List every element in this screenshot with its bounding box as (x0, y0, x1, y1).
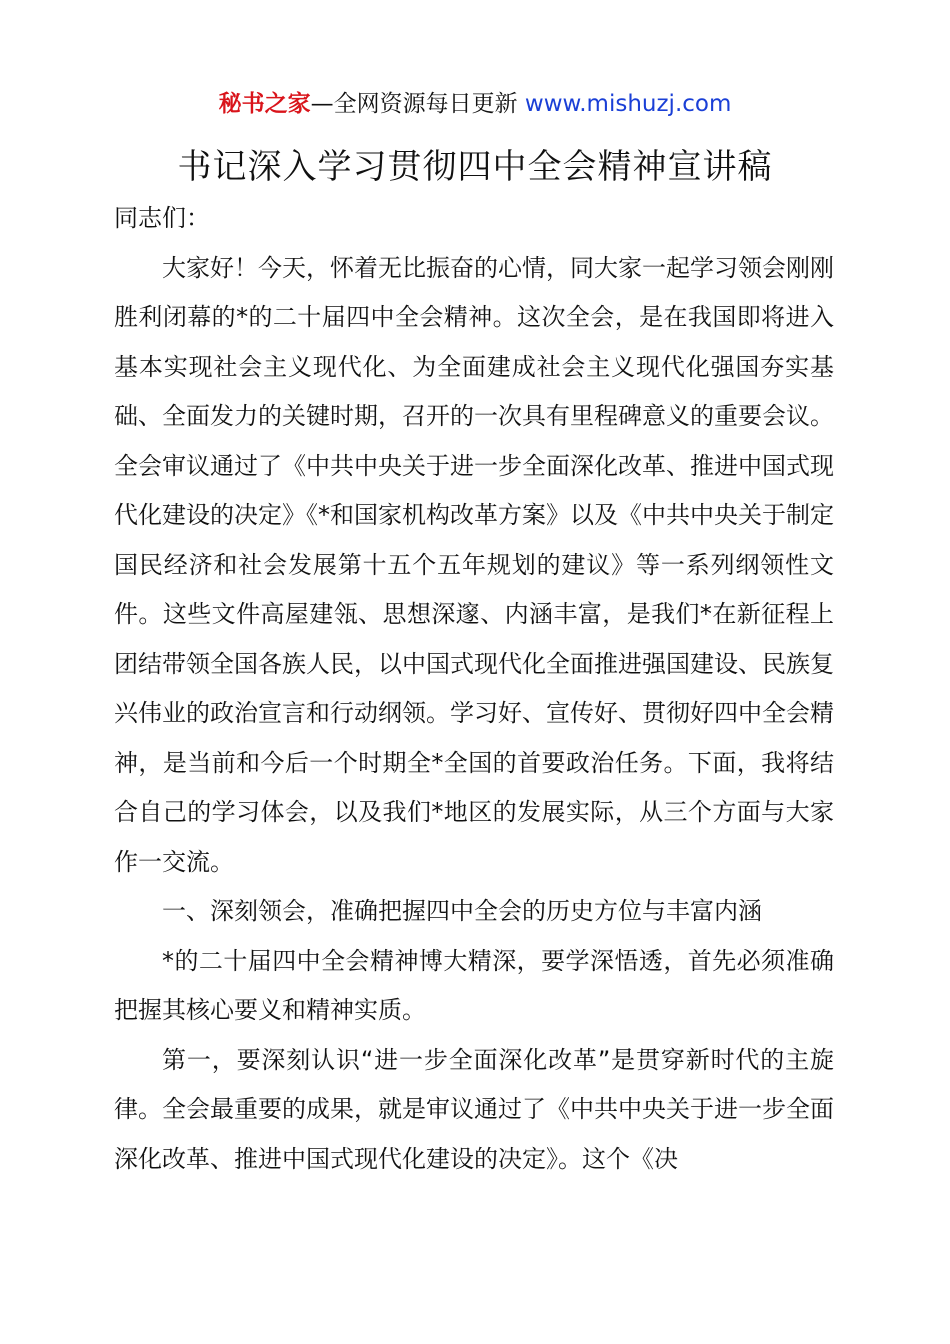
body-paragraph: 第一，要深刻认识“进一步全面深化改革”是贯穿新时代的主旋律。全会最重要的成果，就是审议通过了《中共中央关于进一步全面深化改革、推进中国式现代化建设的决定》。这个《决 (114, 1045, 834, 1173)
site-url-link[interactable]: www.mishuzj.com (524, 91, 732, 117)
body-paragraph: *的二十届四中全会精神博大精深，要学深悟透，首先必须准确把握其核心要义和精神实质。 (114, 946, 834, 1024)
body-paragraph: 大家好！今天，怀着无比振奋的心情，同大家一起学习领会刚刚胜利闭幕的*的二十届四中全会精神。这次全会，是在我国即将进入基本实现社会主义现代化、为全面建成社会主义现代化强国夯实基础、全面发力的关键时期，召开的一次具有里程碑意义的重要会议。全会审议通过了《中共中央关于进一步全面深化改革、推进中国式现代化建设的决定》《*和国家机构改革方案》以及《中共中央关于制定国民经济和社会发展第十五个五年规划的建议》等一系列纲领性文件。这些文件高屋建瓴、思想深邃、内涵丰富，是我们*在新征程上团结带领全国各族人民，以中国式现代化全面推进强国建设、民族复兴伟业的政治宣言和行动纲领。学习好、宣传好、贯彻好四中全会精神，是当前和今后一个时期全*全国的首要政治任务。下面，我将结合自己的学习体会，以及我们*地区的发展实际，从三个方面与大家作一交流。 (114, 253, 834, 876)
header-tagline: —全网资源每日更新 (310, 91, 525, 117)
document-title: 书记深入学习贯彻四中全会精神宣讲稿 (177, 147, 773, 187)
document-body (114, 194, 834, 1184)
section-heading: 一、深刻领会，准确把握四中全会的历史方位与丰富内涵 (162, 897, 762, 925)
brand-name: 秘书之家 (218, 91, 311, 117)
site-header (0, 88, 950, 120)
salutation: 同志们： (114, 204, 210, 232)
